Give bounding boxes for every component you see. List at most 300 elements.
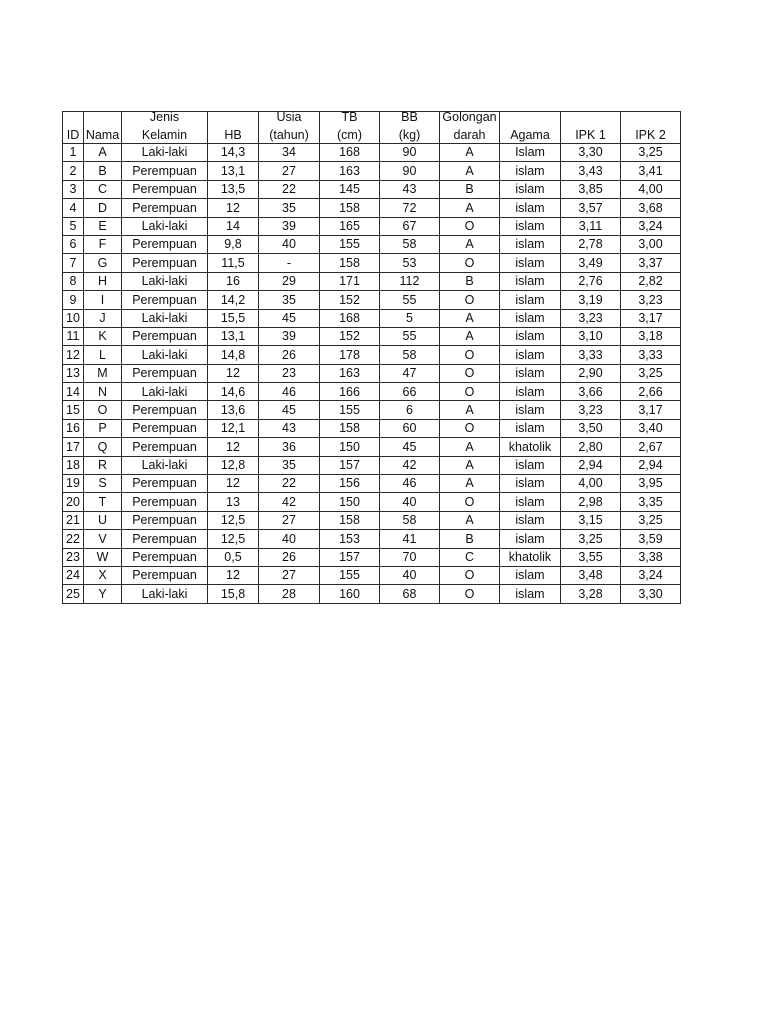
cell-ipk1: 3,23 bbox=[561, 309, 621, 327]
cell-tb: 155 bbox=[320, 401, 380, 419]
cell-hb: 9,8 bbox=[208, 235, 259, 253]
cell-ipk2: 3,17 bbox=[621, 309, 681, 327]
cell-ipk2: 3,00 bbox=[621, 235, 681, 253]
cell-id: 18 bbox=[63, 456, 84, 474]
cell-tb: 157 bbox=[320, 548, 380, 566]
table-row bbox=[63, 511, 681, 529]
cell-nama: C bbox=[84, 180, 122, 198]
cell-id: 16 bbox=[63, 419, 84, 437]
cell-agama: islam bbox=[500, 401, 561, 419]
cell-agama: islam bbox=[500, 364, 561, 382]
cell-agama: islam bbox=[500, 272, 561, 290]
cell-id: 23 bbox=[63, 548, 84, 566]
cell-ipk1: 3,23 bbox=[561, 401, 621, 419]
cell-golongan-darah: O bbox=[440, 585, 500, 603]
cell-agama: khatolik bbox=[500, 548, 561, 566]
cell-id: 24 bbox=[63, 566, 84, 584]
cell-bb: 60 bbox=[380, 419, 440, 437]
cell-id: 12 bbox=[63, 346, 84, 364]
table-row bbox=[63, 291, 681, 309]
cell-ipk2: 3,33 bbox=[621, 346, 681, 364]
cell-usia: 35 bbox=[259, 199, 320, 217]
cell-agama: islam bbox=[500, 493, 561, 511]
cell-golongan-darah: A bbox=[440, 199, 500, 217]
table-row bbox=[63, 144, 681, 162]
cell-jenis-kelamin: Laki-laki bbox=[122, 309, 208, 327]
cell-jenis-kelamin: Laki-laki bbox=[122, 272, 208, 290]
cell-agama: islam bbox=[500, 327, 561, 345]
cell-hb: 12,8 bbox=[208, 456, 259, 474]
cell-bb: 72 bbox=[380, 199, 440, 217]
cell-golongan-darah: C bbox=[440, 548, 500, 566]
cell-bb: 67 bbox=[380, 217, 440, 235]
cell-id: 19 bbox=[63, 475, 84, 493]
cell-ipk1: 2,76 bbox=[561, 272, 621, 290]
cell-golongan-darah: O bbox=[440, 419, 500, 437]
header-usia: Usia (tahun) bbox=[259, 112, 320, 144]
cell-jenis-kelamin: Laki-laki bbox=[122, 585, 208, 603]
cell-usia: 40 bbox=[259, 235, 320, 253]
cell-jenis-kelamin: Laki-laki bbox=[122, 217, 208, 235]
cell-bb: 6 bbox=[380, 401, 440, 419]
table-row bbox=[63, 180, 681, 198]
cell-agama: islam bbox=[500, 254, 561, 272]
cell-bb: 43 bbox=[380, 180, 440, 198]
cell-usia: 43 bbox=[259, 419, 320, 437]
cell-golongan-darah: A bbox=[440, 162, 500, 180]
cell-usia: 45 bbox=[259, 401, 320, 419]
cell-id: 21 bbox=[63, 511, 84, 529]
cell-usia: 34 bbox=[259, 144, 320, 162]
cell-jenis-kelamin: Perempuan bbox=[122, 566, 208, 584]
cell-jenis-kelamin: Perempuan bbox=[122, 235, 208, 253]
cell-hb: 15,5 bbox=[208, 309, 259, 327]
cell-jenis-kelamin: Laki-laki bbox=[122, 346, 208, 364]
cell-usia: 22 bbox=[259, 475, 320, 493]
cell-nama: I bbox=[84, 291, 122, 309]
cell-bb: 40 bbox=[380, 566, 440, 584]
cell-tb: 160 bbox=[320, 585, 380, 603]
cell-nama: P bbox=[84, 419, 122, 437]
table-row bbox=[63, 383, 681, 401]
cell-hb: 12,1 bbox=[208, 419, 259, 437]
cell-id: 8 bbox=[63, 272, 84, 290]
cell-agama: islam bbox=[500, 309, 561, 327]
cell-hb: 16 bbox=[208, 272, 259, 290]
cell-ipk1: 4,00 bbox=[561, 475, 621, 493]
cell-jenis-kelamin: Perempuan bbox=[122, 438, 208, 456]
cell-jenis-kelamin: Perempuan bbox=[122, 493, 208, 511]
cell-golongan-darah: A bbox=[440, 401, 500, 419]
cell-nama: W bbox=[84, 548, 122, 566]
cell-hb: 13,6 bbox=[208, 401, 259, 419]
cell-bb: 41 bbox=[380, 530, 440, 548]
cell-tb: 150 bbox=[320, 438, 380, 456]
cell-jenis-kelamin: Perempuan bbox=[122, 511, 208, 529]
cell-ipk2: 3,25 bbox=[621, 144, 681, 162]
cell-nama: E bbox=[84, 217, 122, 235]
header-id: ID bbox=[63, 112, 84, 144]
cell-nama: S bbox=[84, 475, 122, 493]
cell-agama: islam bbox=[500, 383, 561, 401]
cell-id: 9 bbox=[63, 291, 84, 309]
cell-agama: islam bbox=[500, 475, 561, 493]
cell-tb: 168 bbox=[320, 144, 380, 162]
cell-usia: 28 bbox=[259, 585, 320, 603]
cell-nama: L bbox=[84, 346, 122, 364]
cell-bb: 90 bbox=[380, 144, 440, 162]
cell-golongan-darah: A bbox=[440, 235, 500, 253]
cell-bb: 47 bbox=[380, 364, 440, 382]
cell-tb: 155 bbox=[320, 566, 380, 584]
cell-nama: N bbox=[84, 383, 122, 401]
cell-jenis-kelamin: Laki-laki bbox=[122, 144, 208, 162]
header-nama: Nama bbox=[84, 112, 122, 144]
cell-hb: 12 bbox=[208, 438, 259, 456]
cell-id: 3 bbox=[63, 180, 84, 198]
cell-bb: 90 bbox=[380, 162, 440, 180]
cell-ipk2: 3,41 bbox=[621, 162, 681, 180]
cell-jenis-kelamin: Perempuan bbox=[122, 254, 208, 272]
cell-usia: 42 bbox=[259, 493, 320, 511]
cell-golongan-darah: A bbox=[440, 438, 500, 456]
cell-id: 20 bbox=[63, 493, 84, 511]
cell-agama: islam bbox=[500, 346, 561, 364]
cell-id: 5 bbox=[63, 217, 84, 235]
cell-nama: D bbox=[84, 199, 122, 217]
cell-nama: M bbox=[84, 364, 122, 382]
cell-nama: U bbox=[84, 511, 122, 529]
cell-usia: 27 bbox=[259, 162, 320, 180]
cell-nama: O bbox=[84, 401, 122, 419]
cell-ipk2: 3,95 bbox=[621, 475, 681, 493]
cell-id: 17 bbox=[63, 438, 84, 456]
cell-id: 7 bbox=[63, 254, 84, 272]
cell-golongan-darah: A bbox=[440, 511, 500, 529]
cell-jenis-kelamin: Perempuan bbox=[122, 180, 208, 198]
cell-golongan-darah: O bbox=[440, 383, 500, 401]
cell-ipk2: 2,82 bbox=[621, 272, 681, 290]
data-sheet bbox=[62, 111, 681, 604]
cell-nama: H bbox=[84, 272, 122, 290]
cell-bb: 42 bbox=[380, 456, 440, 474]
cell-id: 1 bbox=[63, 144, 84, 162]
cell-golongan-darah: B bbox=[440, 530, 500, 548]
cell-nama: Y bbox=[84, 585, 122, 603]
table-row bbox=[63, 162, 681, 180]
cell-agama: khatolik bbox=[500, 438, 561, 456]
header-agama: Agama bbox=[500, 112, 561, 144]
cell-ipk2: 2,67 bbox=[621, 438, 681, 456]
cell-hb: 13,1 bbox=[208, 162, 259, 180]
cell-ipk2: 3,38 bbox=[621, 548, 681, 566]
cell-jenis-kelamin: Laki-laki bbox=[122, 456, 208, 474]
cell-ipk2: 3,59 bbox=[621, 530, 681, 548]
cell-tb: 165 bbox=[320, 217, 380, 235]
cell-agama: islam bbox=[500, 180, 561, 198]
cell-tb: 163 bbox=[320, 162, 380, 180]
header-row bbox=[63, 112, 681, 144]
cell-ipk1: 3,43 bbox=[561, 162, 621, 180]
cell-agama: Islam bbox=[500, 144, 561, 162]
cell-agama: islam bbox=[500, 162, 561, 180]
cell-ipk2: 4,00 bbox=[621, 180, 681, 198]
cell-usia: - bbox=[259, 254, 320, 272]
cell-hb: 12,5 bbox=[208, 530, 259, 548]
cell-ipk1: 3,33 bbox=[561, 346, 621, 364]
cell-agama: islam bbox=[500, 291, 561, 309]
cell-hb: 12 bbox=[208, 566, 259, 584]
cell-nama: F bbox=[84, 235, 122, 253]
cell-golongan-darah: O bbox=[440, 217, 500, 235]
cell-usia: 27 bbox=[259, 511, 320, 529]
table-row bbox=[63, 309, 681, 327]
table-row bbox=[63, 364, 681, 382]
cell-id: 2 bbox=[63, 162, 84, 180]
cell-id: 15 bbox=[63, 401, 84, 419]
cell-ipk2: 2,66 bbox=[621, 383, 681, 401]
cell-bb: 68 bbox=[380, 585, 440, 603]
cell-ipk1: 2,78 bbox=[561, 235, 621, 253]
table-row bbox=[63, 566, 681, 584]
cell-nama: R bbox=[84, 456, 122, 474]
table-row bbox=[63, 401, 681, 419]
cell-hb: 12 bbox=[208, 199, 259, 217]
cell-golongan-darah: A bbox=[440, 327, 500, 345]
cell-ipk1: 3,25 bbox=[561, 530, 621, 548]
cell-agama: islam bbox=[500, 566, 561, 584]
cell-ipk2: 3,37 bbox=[621, 254, 681, 272]
cell-tb: 157 bbox=[320, 456, 380, 474]
cell-jenis-kelamin: Perempuan bbox=[122, 475, 208, 493]
cell-nama: T bbox=[84, 493, 122, 511]
cell-tb: 178 bbox=[320, 346, 380, 364]
cell-jenis-kelamin: Perempuan bbox=[122, 548, 208, 566]
cell-golongan-darah: B bbox=[440, 180, 500, 198]
table-row bbox=[63, 548, 681, 566]
table-row bbox=[63, 475, 681, 493]
cell-bb: 55 bbox=[380, 327, 440, 345]
cell-id: 4 bbox=[63, 199, 84, 217]
cell-bb: 70 bbox=[380, 548, 440, 566]
cell-jenis-kelamin: Perempuan bbox=[122, 419, 208, 437]
cell-tb: 168 bbox=[320, 309, 380, 327]
cell-tb: 152 bbox=[320, 291, 380, 309]
table-body bbox=[63, 144, 681, 604]
cell-id: 6 bbox=[63, 235, 84, 253]
cell-id: 25 bbox=[63, 585, 84, 603]
cell-golongan-darah: O bbox=[440, 291, 500, 309]
table-row bbox=[63, 327, 681, 345]
cell-hb: 15,8 bbox=[208, 585, 259, 603]
table-row bbox=[63, 235, 681, 253]
cell-golongan-darah: O bbox=[440, 364, 500, 382]
cell-hb: 14,8 bbox=[208, 346, 259, 364]
cell-hb: 13,1 bbox=[208, 327, 259, 345]
cell-ipk1: 3,28 bbox=[561, 585, 621, 603]
cell-usia: 22 bbox=[259, 180, 320, 198]
cell-ipk2: 2,94 bbox=[621, 456, 681, 474]
cell-ipk2: 3,35 bbox=[621, 493, 681, 511]
header-jenis-kelamin: Jenis Kelamin bbox=[122, 112, 208, 144]
cell-agama: islam bbox=[500, 585, 561, 603]
table-row bbox=[63, 272, 681, 290]
header-bb: BB (kg) bbox=[380, 112, 440, 144]
cell-nama: Q bbox=[84, 438, 122, 456]
cell-hb: 13 bbox=[208, 493, 259, 511]
cell-nama: J bbox=[84, 309, 122, 327]
cell-jenis-kelamin: Perempuan bbox=[122, 530, 208, 548]
header-tb: TB (cm) bbox=[320, 112, 380, 144]
cell-jenis-kelamin: Perempuan bbox=[122, 162, 208, 180]
cell-nama: V bbox=[84, 530, 122, 548]
cell-tb: 153 bbox=[320, 530, 380, 548]
cell-ipk1: 3,30 bbox=[561, 144, 621, 162]
cell-hb: 14,6 bbox=[208, 383, 259, 401]
cell-ipk1: 3,85 bbox=[561, 180, 621, 198]
cell-hb: 12,5 bbox=[208, 511, 259, 529]
table-row bbox=[63, 438, 681, 456]
cell-agama: islam bbox=[500, 530, 561, 548]
cell-bb: 45 bbox=[380, 438, 440, 456]
cell-ipk2: 3,25 bbox=[621, 364, 681, 382]
cell-usia: 26 bbox=[259, 346, 320, 364]
cell-golongan-darah: O bbox=[440, 493, 500, 511]
cell-bb: 66 bbox=[380, 383, 440, 401]
cell-tb: 158 bbox=[320, 254, 380, 272]
cell-ipk1: 3,19 bbox=[561, 291, 621, 309]
cell-ipk1: 3,57 bbox=[561, 199, 621, 217]
cell-id: 10 bbox=[63, 309, 84, 327]
cell-golongan-darah: O bbox=[440, 566, 500, 584]
table-row bbox=[63, 493, 681, 511]
cell-usia: 26 bbox=[259, 548, 320, 566]
cell-bb: 5 bbox=[380, 309, 440, 327]
cell-jenis-kelamin: Perempuan bbox=[122, 327, 208, 345]
cell-usia: 29 bbox=[259, 272, 320, 290]
cell-ipk1: 3,55 bbox=[561, 548, 621, 566]
cell-jenis-kelamin: Perempuan bbox=[122, 291, 208, 309]
cell-tb: 158 bbox=[320, 419, 380, 437]
cell-id: 11 bbox=[63, 327, 84, 345]
cell-usia: 39 bbox=[259, 217, 320, 235]
cell-jenis-kelamin: Laki-laki bbox=[122, 383, 208, 401]
cell-tb: 163 bbox=[320, 364, 380, 382]
cell-hb: 14 bbox=[208, 217, 259, 235]
cell-ipk1: 3,11 bbox=[561, 217, 621, 235]
cell-golongan-darah: A bbox=[440, 456, 500, 474]
header-golongan-darah: Golongan darah bbox=[440, 112, 500, 144]
cell-ipk2: 3,30 bbox=[621, 585, 681, 603]
cell-usia: 36 bbox=[259, 438, 320, 456]
cell-ipk1: 3,48 bbox=[561, 566, 621, 584]
cell-ipk2: 3,17 bbox=[621, 401, 681, 419]
cell-ipk2: 3,68 bbox=[621, 199, 681, 217]
cell-usia: 35 bbox=[259, 456, 320, 474]
cell-bb: 40 bbox=[380, 493, 440, 511]
cell-tb: 171 bbox=[320, 272, 380, 290]
header-ipk2: IPK 2 bbox=[621, 112, 681, 144]
cell-nama: X bbox=[84, 566, 122, 584]
cell-hb: 11,5 bbox=[208, 254, 259, 272]
table-row bbox=[63, 217, 681, 235]
cell-usia: 45 bbox=[259, 309, 320, 327]
header-ipk1: IPK 1 bbox=[561, 112, 621, 144]
cell-bb: 58 bbox=[380, 346, 440, 364]
table-row bbox=[63, 456, 681, 474]
cell-ipk2: 3,40 bbox=[621, 419, 681, 437]
cell-golongan-darah: A bbox=[440, 475, 500, 493]
cell-tb: 156 bbox=[320, 475, 380, 493]
table-row bbox=[63, 199, 681, 217]
cell-id: 14 bbox=[63, 383, 84, 401]
cell-nama: G bbox=[84, 254, 122, 272]
cell-agama: islam bbox=[500, 217, 561, 235]
cell-usia: 23 bbox=[259, 364, 320, 382]
cell-hb: 14,2 bbox=[208, 291, 259, 309]
cell-bb: 53 bbox=[380, 254, 440, 272]
cell-nama: K bbox=[84, 327, 122, 345]
table-row bbox=[63, 346, 681, 364]
cell-tb: 145 bbox=[320, 180, 380, 198]
header-hb: HB bbox=[208, 112, 259, 144]
cell-usia: 35 bbox=[259, 291, 320, 309]
cell-bb: 55 bbox=[380, 291, 440, 309]
cell-golongan-darah: A bbox=[440, 144, 500, 162]
cell-ipk2: 3,23 bbox=[621, 291, 681, 309]
cell-jenis-kelamin: Perempuan bbox=[122, 401, 208, 419]
cell-ipk2: 3,25 bbox=[621, 511, 681, 529]
cell-agama: islam bbox=[500, 456, 561, 474]
cell-ipk1: 3,50 bbox=[561, 419, 621, 437]
cell-golongan-darah: A bbox=[440, 309, 500, 327]
cell-usia: 46 bbox=[259, 383, 320, 401]
cell-agama: islam bbox=[500, 235, 561, 253]
cell-ipk1: 2,98 bbox=[561, 493, 621, 511]
cell-ipk1: 3,66 bbox=[561, 383, 621, 401]
cell-golongan-darah: O bbox=[440, 346, 500, 364]
cell-nama: A bbox=[84, 144, 122, 162]
cell-golongan-darah: O bbox=[440, 254, 500, 272]
cell-bb: 46 bbox=[380, 475, 440, 493]
cell-tb: 152 bbox=[320, 327, 380, 345]
cell-ipk1: 3,10 bbox=[561, 327, 621, 345]
cell-bb: 58 bbox=[380, 235, 440, 253]
cell-hb: 12 bbox=[208, 475, 259, 493]
cell-usia: 27 bbox=[259, 566, 320, 584]
student-data-table bbox=[62, 111, 681, 604]
table-row bbox=[63, 585, 681, 603]
cell-ipk2: 3,24 bbox=[621, 217, 681, 235]
cell-agama: islam bbox=[500, 511, 561, 529]
table-row bbox=[63, 530, 681, 548]
cell-ipk1: 2,90 bbox=[561, 364, 621, 382]
cell-ipk2: 3,24 bbox=[621, 566, 681, 584]
table-row bbox=[63, 419, 681, 437]
cell-hb: 12 bbox=[208, 364, 259, 382]
table-row bbox=[63, 254, 681, 272]
cell-golongan-darah: B bbox=[440, 272, 500, 290]
cell-usia: 39 bbox=[259, 327, 320, 345]
cell-hb: 0,5 bbox=[208, 548, 259, 566]
cell-ipk1: 2,94 bbox=[561, 456, 621, 474]
cell-jenis-kelamin: Perempuan bbox=[122, 364, 208, 382]
cell-tb: 150 bbox=[320, 493, 380, 511]
cell-agama: islam bbox=[500, 199, 561, 217]
cell-ipk1: 3,15 bbox=[561, 511, 621, 529]
cell-jenis-kelamin: Perempuan bbox=[122, 199, 208, 217]
cell-ipk1: 3,49 bbox=[561, 254, 621, 272]
